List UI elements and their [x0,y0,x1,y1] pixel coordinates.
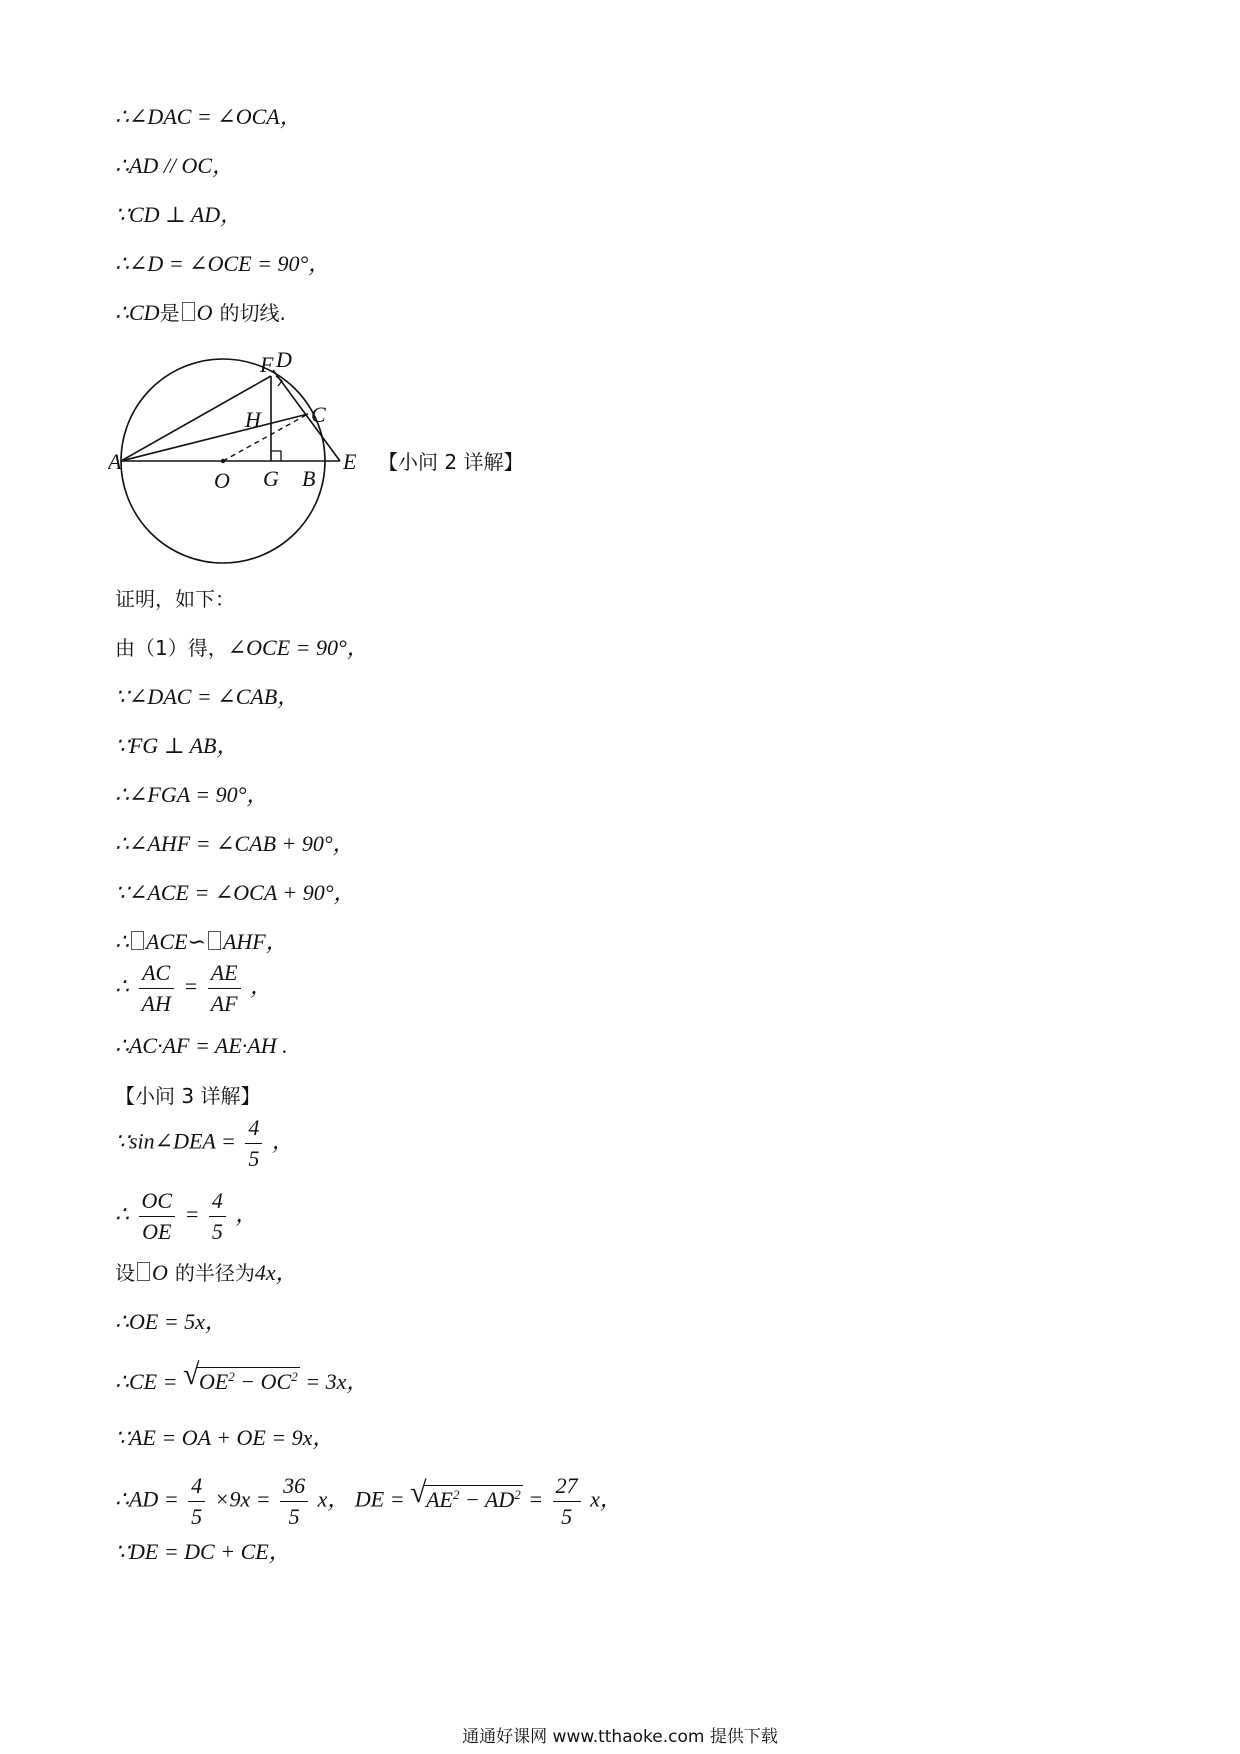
part3-line-7-mid1: ×9x = [214,1486,271,1512]
step-7-c: AHF， [222,929,288,954]
circle-symbol-box-2 [137,1262,150,1281]
part3-line-1-prefix: ∵sin∠DEA = [115,1128,236,1154]
radical-sign-1: √ [182,1358,200,1391]
part3-line-2-eq: = [184,1201,200,1227]
label-h: H [245,407,261,432]
sqrt-ce [182,1358,300,1396]
proof-line-5-b: 是 [159,301,180,325]
label-b: B [302,466,316,491]
label-a: A [108,449,122,474]
part3-line-3-d: 4x， [254,1260,298,1285]
fraction-4-5-b [209,1186,226,1247]
fraction-oc-oe [139,1186,176,1247]
step-7-a: ∴ [115,929,129,954]
label-d: D [276,347,292,372]
part3-line-2 [115,1186,257,1247]
part3-line-8: ∵DE = DC + CE， [115,1539,291,1564]
circle-symbol-box [182,302,195,321]
part3-line-3-b: O [152,1260,168,1285]
part3-line-7-prefix: ∴AD = [115,1486,179,1512]
fraction-4-5-c-den: 5 [191,1504,203,1529]
step-8-prefix: ∴ [115,973,129,999]
radical-sign-2: √ [410,1475,427,1509]
radicand-de: $AE^2 - AD^2$ [426,1486,521,1512]
fraction-27-5-den: 5 [561,1504,573,1529]
label-f: F [260,352,274,377]
step-3: ∵FG ⊥ AB， [115,733,239,758]
fraction-4-5-a-den: 5 [248,1146,260,1171]
triangle-symbol-box-2 [208,931,221,950]
fraction-oc-oe-num: OC [139,1186,176,1217]
fraction-ac-ah-num: AC [139,958,174,989]
part3-line-7 [115,1471,622,1532]
step-7 [115,928,288,956]
proof-intro: 证明，如下： [115,587,235,611]
part3-line-4: ∴OE = 5x， [115,1309,227,1334]
fraction-36-5-num: 36 [280,1471,308,1502]
step-7-b: ACE∽ [146,929,206,954]
part3-line-5-prefix: ∴CE = [115,1369,178,1394]
fraction-ac-ah [139,958,174,1019]
line-de [273,370,340,461]
label-o: O [214,468,230,493]
step-1-text: 由（1）得， [115,636,228,660]
label-g: G [263,466,279,491]
part3-line-5 [115,1358,369,1396]
sqrt-de [410,1475,523,1514]
step-8 [115,958,272,1019]
proof-line-5 [115,299,286,328]
fraction-ae-af [208,958,241,1019]
part3-line-3 [115,1259,298,1288]
fraction-ac-ah-den: AH [141,991,171,1016]
geometry-diagram [108,345,368,565]
step-9: ∴AC·AF = AE·AH . [115,1033,288,1058]
fraction-4-5-c-num: 4 [188,1471,205,1502]
proof-line-4: ∴∠D = ∠OCE = 90°， [115,251,331,276]
step-6: ∵∠ACE = ∠OCA + 90°， [115,880,356,905]
fraction-4-5-a [245,1113,262,1174]
part3-line-1-suffix: ， [271,1128,294,1154]
right-angle-g [271,451,281,461]
radicand-de-a: AE [426,1486,453,1512]
proof-line-5-c: O [196,300,213,325]
line-ac [121,414,308,461]
step-8-eq: = [183,973,199,999]
step-5: ∴∠AHF = ∠CAB + 90°， [115,831,355,856]
page-footer: 通通好课网 www.tthaoke.com 提供下载 [462,1727,778,1747]
section-heading-2: 【小问 2 详解】 [378,450,524,474]
part3-line-7-suffix: x， [590,1486,622,1512]
fraction-4-5-b-num: 4 [209,1186,226,1217]
section-heading-3: 【小问 3 详解】 [115,1084,261,1108]
radicand-ce-a: OE [198,1369,229,1394]
proof-line-2: ∴AD // OC， [115,153,235,178]
fraction-27-5 [553,1471,581,1532]
label-c: C [311,402,326,427]
proof-line-5-d: 的切线. [219,301,286,325]
part3-line-2-prefix: ∴ [115,1201,129,1227]
part3-line-6: ∵AE = OA + OE = 9x， [115,1425,335,1450]
part3-line-3-a: 设 [115,1261,135,1285]
step-1 [115,634,369,663]
fraction-ae-af-den: AF [210,991,238,1016]
proof-line-5-a: ∴CD [115,300,160,325]
label-e: E [343,449,357,474]
proof-line-3: ∵CD ⊥ AD， [115,202,243,227]
fraction-4-5-b-den: 5 [211,1219,223,1244]
fraction-36-5-den: 5 [288,1504,300,1529]
fraction-oc-oe-den: OE [142,1219,172,1244]
part3-line-5-suffix: = 3x， [305,1369,369,1394]
fraction-4-5-c [188,1471,205,1532]
part3-line-3-c: 的半径为 [174,1261,255,1285]
center-point-o [221,459,225,463]
part3-line-7-mid2: x， DE = [317,1486,405,1512]
fraction-ae-af-num: AE [208,958,241,989]
step-4: ∴∠FGA = 90°， [115,782,269,807]
part3-line-7-eq: = [528,1486,544,1512]
line-oc-dashed [223,414,308,461]
radicand-ce-b: − OC [234,1369,292,1394]
part3-line-2-suffix: ， [235,1201,258,1227]
part3-line-1 [115,1113,294,1174]
radicand-ce: $OE^2 - OC^2$ [198,1369,298,1394]
step-8-suffix: ， [250,973,273,999]
step-2: ∵∠DAC = ∠CAB， [115,684,300,709]
triangle-symbol-box-1 [131,931,144,950]
step-1-math: ∠OCE = 90°， [227,635,369,660]
fraction-4-5-a-num: 4 [245,1113,262,1144]
radicand-de-b: − AD [459,1486,515,1512]
proof-line-1: ∴∠DAC = ∠OCA， [115,104,302,129]
fraction-36-5 [280,1471,308,1532]
fraction-27-5-num: 27 [553,1471,581,1502]
